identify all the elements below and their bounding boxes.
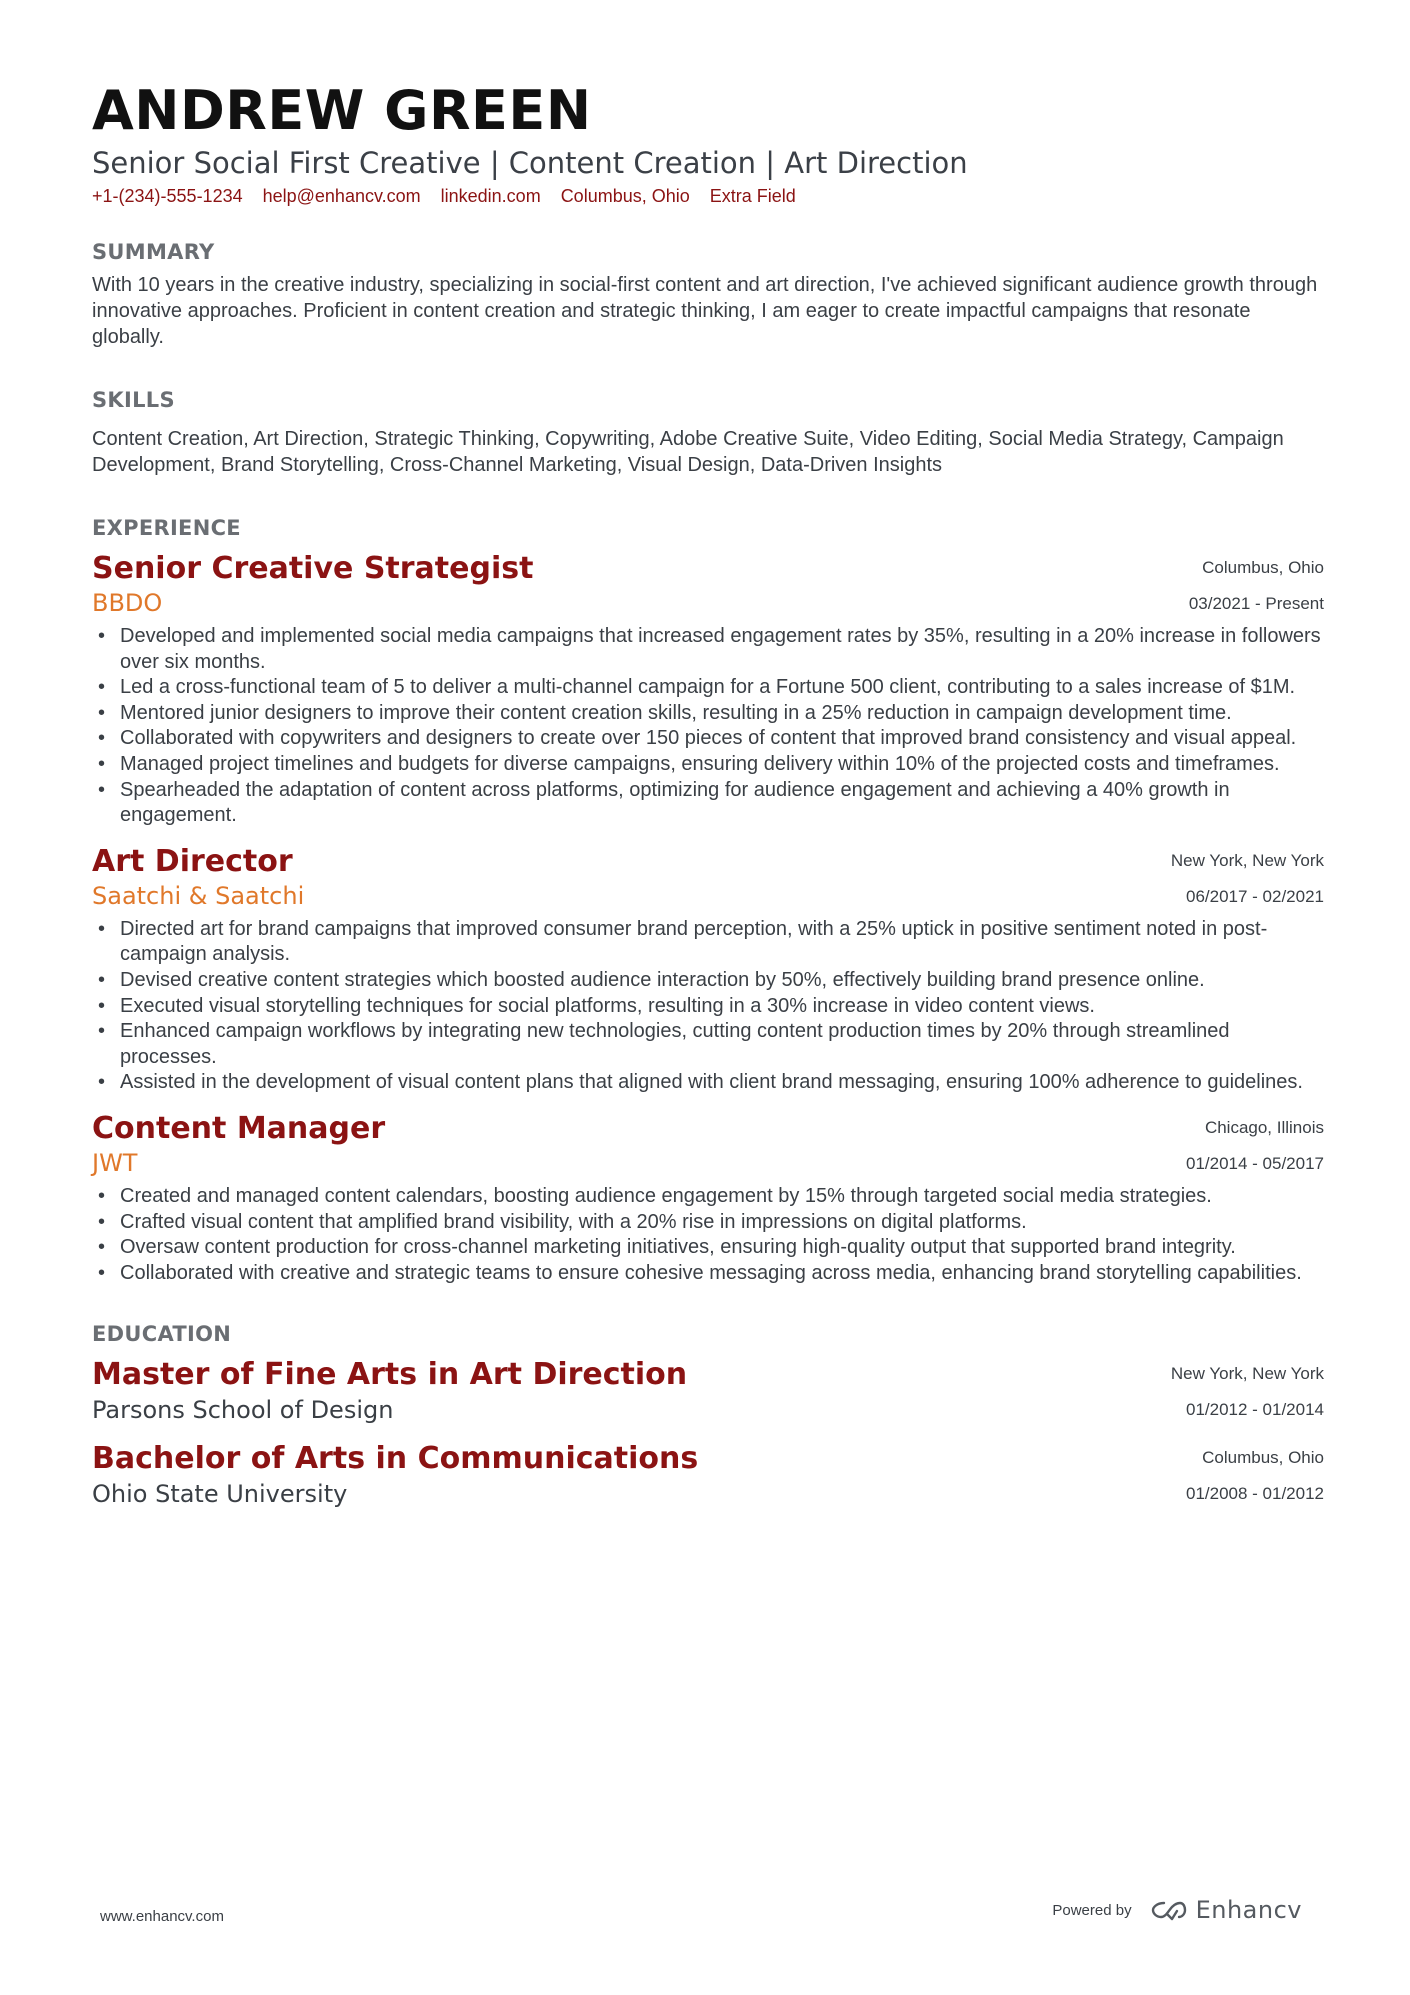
job-dates: 01/2014 - 05/2017 <box>1185 1153 1324 1173</box>
list-item: • Managed project timelines and budgets for diverse campaigns, ensuring delivery within 10% of the projected costs and timeframes. <box>92 752 1324 778</box>
job-location: Columbus, Ohio <box>1202 558 1324 577</box>
education-dates: 01/2008 - 01/2012 <box>1185 1484 1324 1504</box>
list-item: • Spearheaded the adaptation of content across platforms, optimizing for audience engagement and achieving a 40% growth in engagement. <box>92 778 1324 829</box>
job-title: Content Manager <box>92 1110 386 1146</box>
education-section <box>92 1320 1324 1510</box>
list-item: • Executed visual storytelling techniques for social platforms, resulting in a 30% increase in video content views. <box>92 994 1324 1020</box>
contact-phone[interactable]: +1-(234)-555-1234 <box>92 186 243 206</box>
section-title-skills: SKILLS <box>92 388 175 412</box>
school-name: Ohio State University <box>92 1480 348 1509</box>
candidate-name: ANDREW GREEN <box>92 79 592 142</box>
education-meta <box>1171 1356 1324 1428</box>
headline: Senior Social First Creative | Content Creation | Art Direction <box>92 146 968 180</box>
experience-entry <box>92 550 1324 829</box>
job-dates: 06/2017 - 02/2021 <box>1185 886 1324 906</box>
brand-name: Enhancv <box>1195 1896 1302 1924</box>
company-name: Saatchi & Saatchi <box>92 881 305 910</box>
degree-title: Master of Fine Arts in Art Direction <box>92 1357 688 1393</box>
education-location: Columbus, Ohio <box>1202 1448 1324 1468</box>
list-item: • Created and managed content calendars, boosting audience engagement by 15% through targeted social media strategies. <box>92 1184 1324 1210</box>
experience-section <box>92 514 1324 1286</box>
section-title-education: EDUCATION <box>92 1322 232 1347</box>
education-entry <box>92 1356 1324 1426</box>
section-title-summary: SUMMARY <box>92 240 215 264</box>
skills-section <box>92 386 1324 478</box>
list-item: • Developed and implemented social media campaigns that increased engagement rates by 35%, resulting in a 20% increase in followers over six months. <box>92 624 1324 675</box>
education-dates: 01/2012 - 01/2014 <box>1185 1400 1324 1420</box>
job-location: Chicago, Illinois <box>1204 1117 1324 1137</box>
list-item: • Assisted in the development of visual content plans that aligned with client brand messaging, ensuring 100% adherence to guidelines. <box>92 1070 1324 1096</box>
powered-by-label: Powered by <box>1052 1901 1132 1919</box>
job-meta <box>1186 1110 1324 1182</box>
contact-email[interactable]: help@enhancv.com <box>262 186 421 206</box>
footer-branding <box>1052 1896 1302 1924</box>
summary-text: With 10 years in the creative industry, specializing in social-first content and art direction, I've achieved significant audience growth through innovative approaches. Proficient in content creation and strategic thinking, I am eager to create impactful campaigns that resonate globally. <box>92 274 1318 348</box>
school-name: Parsons School of Design <box>92 1396 394 1425</box>
resume-page <box>92 78 1324 1510</box>
experience-entry <box>92 1110 1324 1286</box>
section-title-experience: EXPERIENCE <box>92 516 241 540</box>
job-bullets <box>92 624 1324 829</box>
contact-location: Columbus, Ohio <box>560 186 690 206</box>
company-name: JWT <box>92 1148 138 1177</box>
job-bullets <box>92 1184 1324 1286</box>
job-bullets <box>92 917 1324 1096</box>
list-item: • Collaborated with creative and strategic teams to ensure cohesive messaging across media, enhancing brand storytelling capabilities. <box>92 1261 1324 1287</box>
list-item: • Enhanced campaign workflows by integrating new technologies, cutting content production times by 20% through streamlined processes. <box>92 1019 1324 1070</box>
brand-logo[interactable] <box>1150 1896 1302 1924</box>
contact-extra: Extra Field <box>709 186 796 206</box>
contact-row <box>92 184 1324 208</box>
job-title: Art Director <box>92 843 293 879</box>
experience-entry <box>92 843 1324 1096</box>
list-item: • Oversaw content production for cross-channel marketing initiatives, ensuring high-quality output that supported brand integrity. <box>92 1235 1324 1261</box>
job-meta <box>1171 843 1324 915</box>
job-title: Senior Creative Strategist <box>92 551 534 586</box>
list-item: • Devised creative content strategies which boosted audience interaction by 50%, effectively building brand presence online. <box>92 968 1324 994</box>
job-dates: 03/2021 - Present <box>1188 594 1324 613</box>
enhancv-logo-icon <box>1150 1899 1188 1921</box>
list-item: • Crafted visual content that amplified brand visibility, with a 20% rise in impressions on digital platforms. <box>92 1210 1324 1236</box>
education-entry <box>92 1440 1324 1510</box>
degree-title: Bachelor of Arts in Communications <box>92 1441 699 1477</box>
list-item: • Collaborated with copywriters and designers to create over 150 pieces of content that improved brand consistency and visual appeal. <box>92 726 1324 752</box>
list-item: • Mentored junior designers to improve their content creation skills, resulting in a 25% reduction in campaign development time. <box>92 701 1324 727</box>
list-item: • Directed art for brand campaigns that improved consumer brand perception, with a 25% uptick in positive sentiment noted in post-campaign analysis. <box>92 917 1324 968</box>
education-location: New York, New York <box>1170 1364 1324 1384</box>
education-meta <box>1186 1440 1324 1512</box>
skills-text: Content Creation, Art Direction, Strategic Thinking, Copywriting, Adobe Creative Suite, Video Editing, Social Media Strategy, Campaign Development, Brand Storytelling, Cross-Channel Marketing, Visual Design, Data-Driven Insights <box>92 428 1284 476</box>
footer-website[interactable]: www.enhancv.com <box>100 1908 224 1925</box>
job-meta <box>1189 550 1324 622</box>
summary-section <box>92 238 1324 350</box>
company-name: BBDO <box>92 589 163 617</box>
job-location: New York, New York <box>1170 850 1324 870</box>
contact-linkedin[interactable]: linkedin.com <box>440 186 541 206</box>
list-item: • Led a cross-functional team of 5 to deliver a multi-channel campaign for a Fortune 500 client, contributing to a sales increase of $1M. <box>92 675 1324 701</box>
